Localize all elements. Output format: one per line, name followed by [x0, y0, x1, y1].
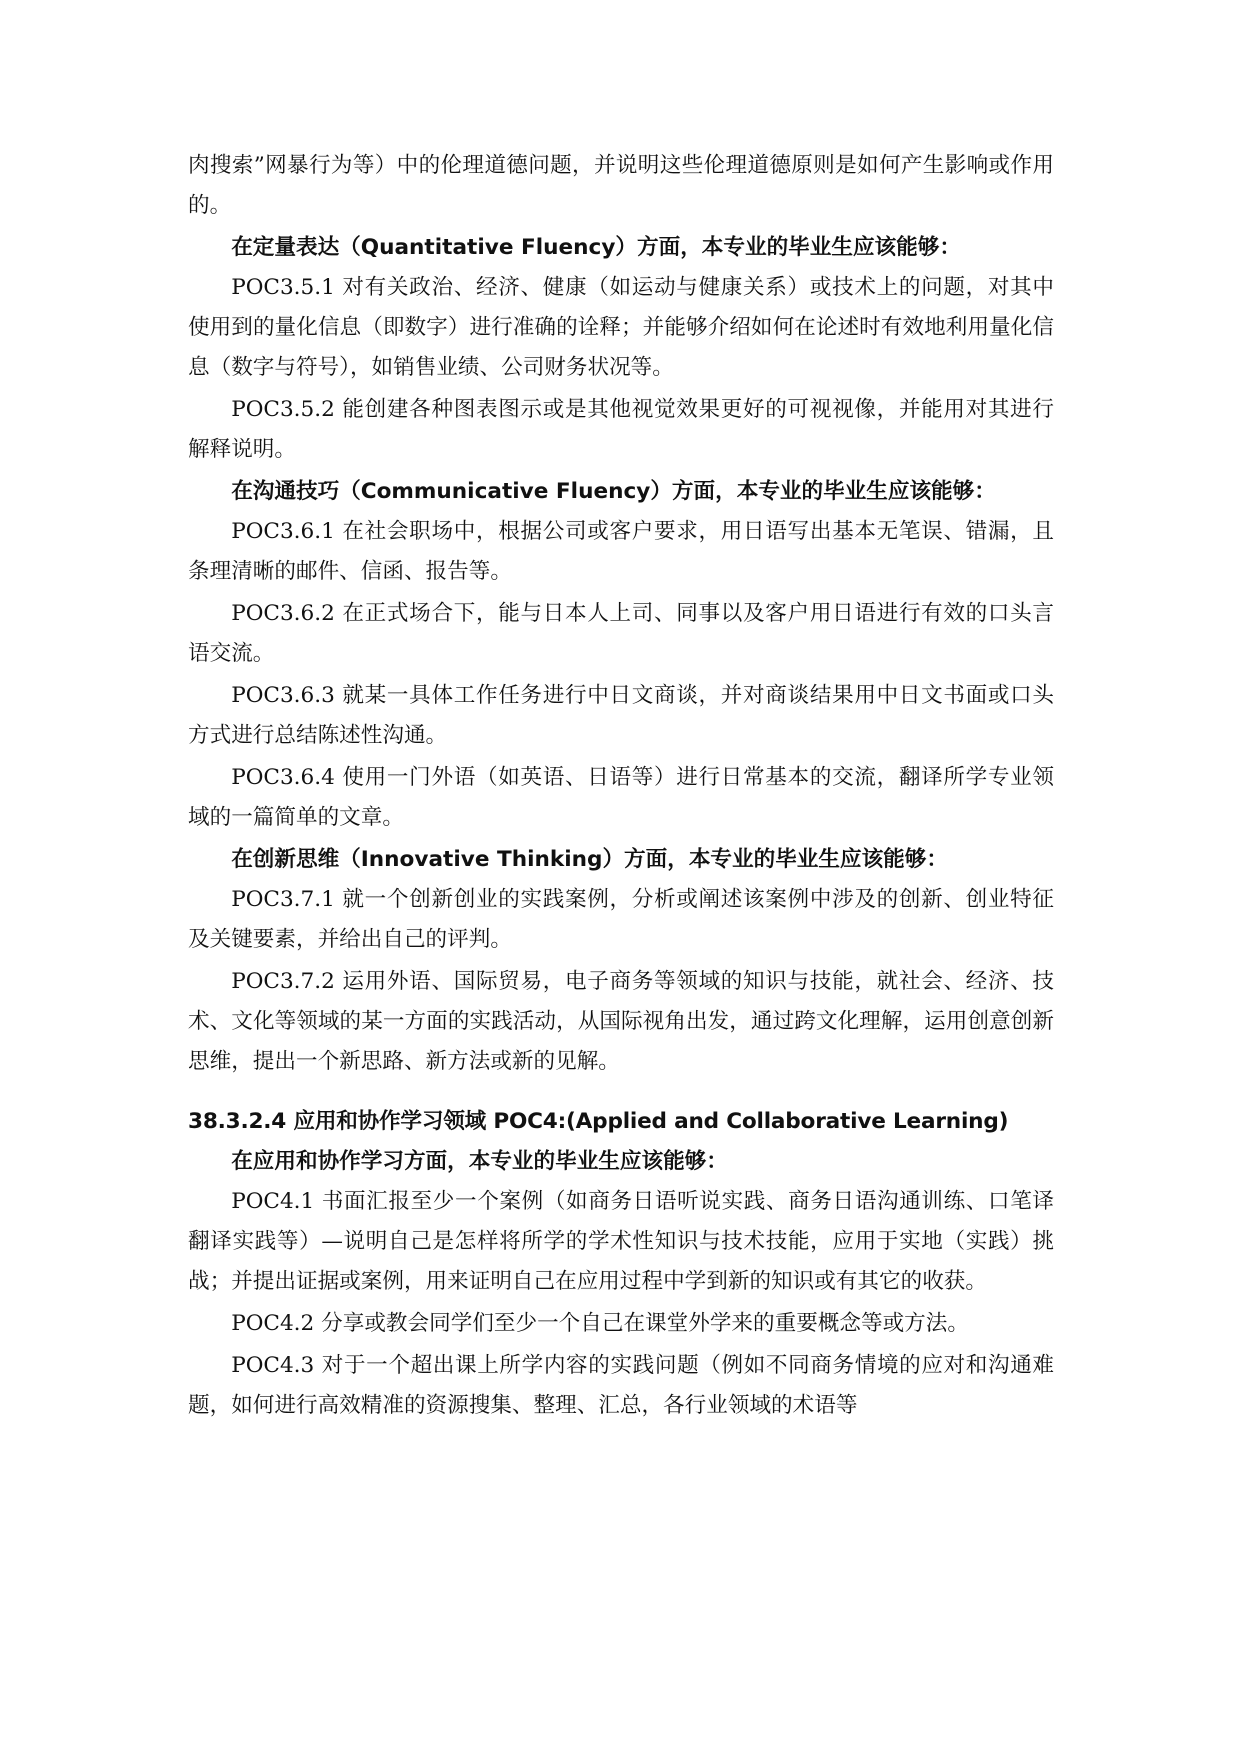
poc-3-7-1: POC3.7.1 就一个创新创业的实践案例，分析或阐述该案例中涉及的创新、创业特征及关键要素，并给出自己的评判。 [188, 887, 1054, 952]
poc-3-6-2: POC3.6.2 在正式场合下，能与日本人上司、同事以及客户用日语进行有效的口头言语交流。 [188, 601, 1054, 666]
innovative-heading: 在创新思维（Innovative Thinking）方面，本专业的毕业生应该能够： [231, 847, 948, 872]
poc-4-3: POC4.3 对于一个超出课上所学内容的实践问题（例如不同商务情境的应对和沟通难题，如何进行高效精准的资源搜集、整理、汇总，各行业领域的术语等 [188, 1353, 1054, 1418]
section-38-3-2-4-heading: 38.3.2.4 应用和协作学习领域 POC4:(Applied and Collaborative Learning) [188, 1109, 1009, 1134]
poc-3-5-2: POC3.5.2 能创建各种图表图示或是其他视觉效果更好的可视视像，并能用对其进行解释说明。 [188, 397, 1054, 462]
poc-3-7-2: POC3.7.2 运用外语、国际贸易，电子商务等领域的知识与技能，就社会、经济、技术、文化等领域的某一方面的实践活动，从国际视角出发，通过跨文化理解，运用创意创新思维，提出一个新思路、新方法或新的见解。 [188, 969, 1054, 1074]
poc-3-5-1: POC3.5.1 对有关政治、经济、健康（如运动与健康关系）或技术上的问题，对其中使用到的量化信息（即数字）进行准确的诠释；并能够介绍如何在论述时有效地利用量化信息（数字与符号），如销售业绩、公司财务状况等。 [188, 275, 1054, 380]
document-page [188, 146, 1054, 1426]
intro-paragraph: 肉搜索”网暴行为等）中的伦理道德问题，并说明这些伦理道德原则是如何产生影响或作用的。 [188, 153, 1054, 218]
communicative-heading: 在沟通技巧（Communicative Fluency）方面，本专业的毕业生应该能够： [231, 479, 996, 504]
applied-heading: 在应用和协作学习方面，本专业的毕业生应该能够： [231, 1149, 728, 1174]
poc-3-6-1: POC3.6.1 在社会职场中，根据公司或客户要求，用日语写出基本无笔误、错漏，且条理清晰的邮件、信函、报告等。 [188, 519, 1054, 584]
poc-4-2: POC4.2 分享或教会同学们至少一个自己在课堂外学来的重要概念等或方法。 [231, 1311, 969, 1336]
poc-3-6-4: POC3.6.4 使用一门外语（如英语、日语等）进行日常基本的交流，翻译所学专业领域的一篇简单的文章。 [188, 765, 1054, 830]
quantitative-heading: 在定量表达（Quantitative Fluency）方面，本专业的毕业生应该能够： [231, 235, 961, 260]
poc-4-1: POC4.1 书面汇报至少一个案例（如商务日语听说实践、商务日语沟通训练、口笔译翻译实践等）—说明自己是怎样将所学的学术性知识与技术技能，应用于实地（实践）挑战；并提出证据或案例，用来证明自己在应用过程中学到新的知识或有其它的收获。 [188, 1189, 1054, 1294]
poc-3-6-3: POC3.6.3 就某一具体工作任务进行中日文商谈，并对商谈结果用中日文书面或口头方式进行总结陈述性沟通。 [188, 683, 1054, 748]
